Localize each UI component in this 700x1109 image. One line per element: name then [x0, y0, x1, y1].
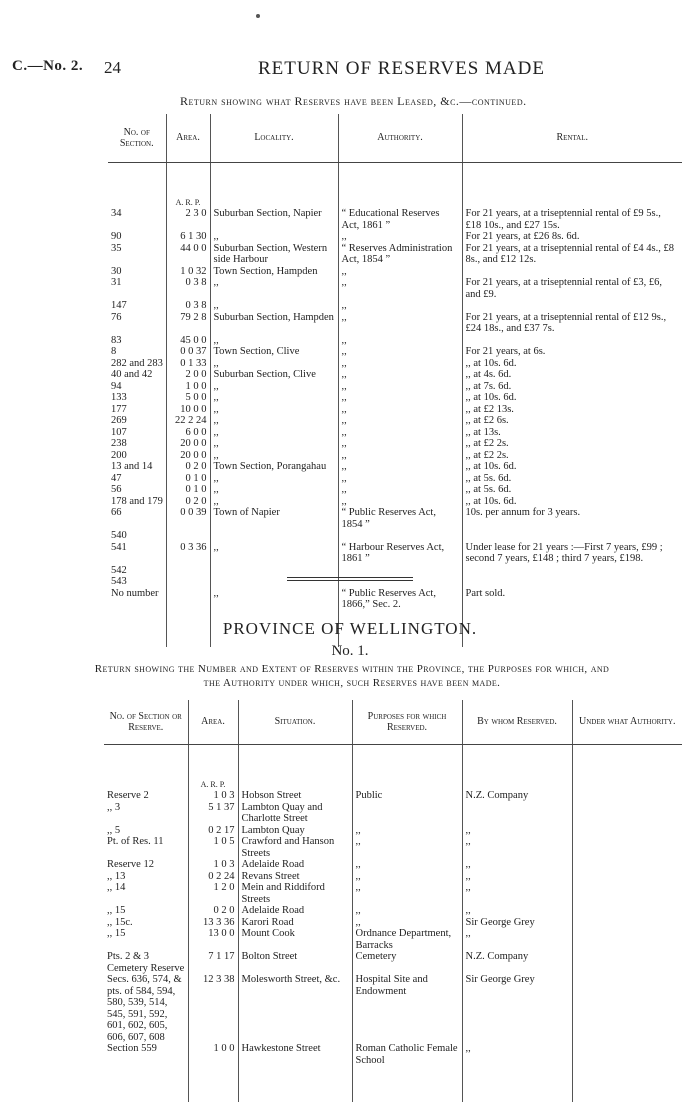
authority [572, 790, 682, 802]
locality: Suburban Section, Clive [210, 369, 338, 381]
table-row [108, 404, 682, 416]
authority: ,, [338, 335, 462, 347]
section-number: 542 [108, 565, 166, 577]
authority: ,, [338, 392, 462, 404]
page-title: RETURN OF RESERVES MADE [258, 58, 545, 79]
area-value [166, 565, 210, 577]
area-value: 0 2 0 [188, 905, 238, 917]
area-value: 13 3 36 [188, 917, 238, 929]
area-value: 7 1 17 [188, 951, 238, 974]
authority [572, 859, 682, 871]
section-or-reserve: Pt. of Res. 11 [104, 836, 188, 859]
section-number: 30 [108, 266, 166, 278]
section-or-reserve: Reserve 12 [104, 859, 188, 871]
locality: ,, [210, 392, 338, 404]
section-or-reserve: ,, 5 [104, 825, 188, 837]
locality: ,, [210, 335, 338, 347]
section-number: 8 [108, 346, 166, 358]
area-value: 45 0 0 [166, 335, 210, 347]
locality: ,, [210, 277, 338, 300]
table-row [104, 951, 682, 974]
purpose [352, 802, 462, 825]
table-row [108, 346, 682, 358]
section-or-reserve: Section 559 [104, 1043, 188, 1066]
area-value: 0 3 36 [166, 542, 210, 565]
section-number: 147 [108, 300, 166, 312]
area-value: 0 2 17 [188, 825, 238, 837]
wellington-reserves-table [104, 700, 682, 1102]
purpose: ,, [352, 871, 462, 883]
rental: For 21 years, at a triseptennial rental of £9 5s., £18 10s., and £27 15s. [465, 208, 661, 231]
area-value: 44 0 0 [166, 243, 210, 266]
rental: ,, at £2 2s. [465, 449, 509, 461]
area-value: 20 0 0 [166, 450, 210, 462]
col-header-area: Area. [188, 700, 238, 744]
rental: For 21 years, at a triseptennial rental of £4 4s., £8 8s., and £12 12s. [465, 242, 674, 265]
area-value: 22 2 24 [166, 415, 210, 427]
situation: Adelaide Road [238, 859, 352, 871]
table-row [104, 836, 682, 859]
authority: ,, [338, 496, 462, 508]
purpose: Roman Catholic Female School [352, 1043, 462, 1066]
section-or-reserve: ,, 13 [104, 871, 188, 883]
authority: ,, [338, 404, 462, 416]
rental: ,, at 13s. [465, 426, 501, 438]
table-row [108, 530, 682, 542]
authority: ,, [338, 450, 462, 462]
locality: ,, [210, 415, 338, 427]
authority: ,, [338, 266, 462, 278]
authority [572, 802, 682, 825]
page-number: 24 [104, 58, 121, 77]
col-header-locality: Locality. [210, 114, 338, 162]
rental: ,, at 10s. 6d. [465, 392, 517, 403]
reserved-by: Sir George Grey [462, 917, 572, 929]
rental: ,, at £2 2s. [465, 438, 509, 449]
authority: ,, [338, 473, 462, 485]
leased-reserves-table [108, 114, 682, 647]
authority: “ Public Reserves Act, 1854 ” [338, 507, 462, 530]
section-or-reserve: ,, 14 [104, 882, 188, 905]
area-value: 0 2 0 [166, 461, 210, 473]
rental [462, 266, 682, 278]
section-number: 177 [108, 404, 166, 416]
area-value: 10 0 0 [166, 404, 210, 416]
col-header-situation: Situation. [238, 700, 352, 744]
section-or-reserve: ,, 15 [104, 928, 188, 951]
locality: ,, [210, 496, 338, 508]
locality: Town Section, Hampden [210, 266, 338, 278]
locality: Town Section, Clive [210, 346, 338, 358]
section-number: 200 [108, 450, 166, 462]
locality: Suburban Section, Hampden [210, 312, 338, 335]
authority [572, 825, 682, 837]
rental: ,, at £2 13s. [465, 403, 514, 415]
locality: ,, [210, 300, 338, 312]
area-value: 0 3 8 [166, 277, 210, 300]
area-value: 1 0 5 [188, 836, 238, 859]
table-row [108, 243, 682, 266]
purpose: ,, [352, 882, 462, 905]
situation: Lambton Quay [238, 825, 352, 837]
authority: ,, [338, 312, 462, 335]
area-value: 1 2 0 [188, 882, 238, 905]
table-row [108, 392, 682, 404]
section-number: 178 and 179 [108, 496, 166, 508]
table-row [108, 381, 682, 393]
authority [572, 928, 682, 951]
section-or-reserve: ,, 15 [104, 905, 188, 917]
purpose: Hospital Site and Endowment [352, 974, 462, 1043]
rental [462, 576, 682, 588]
section-number: 133 [108, 392, 166, 404]
col-header-rental: Rental. [462, 114, 682, 162]
purpose: ,, [352, 905, 462, 917]
locality: ,, [210, 450, 338, 462]
area-value: 1 0 3 [188, 790, 238, 802]
locality: ,, [210, 542, 338, 565]
authority: ,, [338, 231, 462, 243]
table-row [104, 871, 682, 883]
authority: ,, [338, 300, 462, 312]
rental: ,, at 5s. 6d. [465, 472, 512, 484]
area-value: 79 2 8 [166, 312, 210, 335]
rental: ,, at 7s. 6d. [465, 380, 512, 392]
authority: ,, [338, 381, 462, 393]
area-value: 0 0 37 [166, 346, 210, 358]
locality: ,, [210, 381, 338, 393]
rental: ,, at 10s. 6d. [465, 495, 517, 507]
table-row [108, 588, 682, 611]
reserved-by: ,, [462, 825, 572, 837]
area-value [166, 588, 210, 611]
section-divider [287, 577, 413, 581]
locality: ,, [210, 588, 338, 611]
table-row [108, 484, 682, 496]
table-row [108, 231, 682, 243]
area-value: 12 3 38 [188, 974, 238, 1043]
table-row [108, 565, 682, 577]
section-number: No number [108, 588, 166, 611]
area-value: 1 0 0 [188, 1043, 238, 1066]
authority: ,, [338, 346, 462, 358]
province-title: PROVINCE OF WELLINGTON. [222, 619, 478, 638]
locality: ,, [210, 484, 338, 496]
authority [572, 974, 682, 1043]
section-number: 107 [108, 427, 166, 439]
table-row [104, 825, 682, 837]
area-value: 0 3 8 [166, 300, 210, 312]
col-header-section: No. of Section. [108, 114, 166, 162]
section-number: 13 and 14 [108, 461, 166, 473]
authority [338, 565, 462, 577]
authority [572, 917, 682, 929]
table-row [104, 859, 682, 871]
authority: “ Harbour Reserves Act, 1861 ” [338, 542, 462, 565]
col-header-by-whom: By whom Reserved. [462, 700, 572, 744]
reserved-by: ,, [462, 905, 572, 917]
situation: Hawkestone Street [238, 1043, 352, 1066]
area-value: 0 1 0 [166, 484, 210, 496]
area-units: A. R. P. [188, 744, 238, 790]
col-header-section: No. of Section or Reserve. [104, 700, 188, 744]
situation: Hobson Street [238, 790, 352, 802]
locality: ,, [210, 404, 338, 416]
rental: For 21 years, at £26 8s. 6d. [465, 231, 580, 242]
rental: For 21 years, at a triseptennial rental of £12 9s., £24 18s., and £37 7s. [465, 311, 667, 334]
table-row [104, 802, 682, 825]
ink-speck [256, 14, 260, 18]
locality: Town Section, Porangahau [210, 461, 338, 473]
col-header-area: Area. [166, 114, 210, 162]
section-number: 76 [108, 312, 166, 335]
area-value: 5 1 37 [188, 802, 238, 825]
rental: For 21 years, at 6s. [465, 346, 546, 357]
reserved-by: ,, [462, 882, 572, 905]
purpose: ,, [352, 859, 462, 871]
table-row [104, 928, 682, 951]
area-value: 13 0 0 [188, 928, 238, 951]
area-value: 0 1 33 [166, 358, 210, 370]
area-value: 0 0 39 [166, 507, 210, 530]
purpose: ,, [352, 917, 462, 929]
section-number: 543 [108, 576, 166, 588]
table-row [104, 1043, 682, 1066]
section-or-reserve: Pts. 2 & 3 Cemetery Reserve [104, 951, 188, 974]
purpose: ,, [352, 836, 462, 859]
rental: ,, at 5s. 6d. [465, 484, 512, 495]
section-number: 238 [108, 438, 166, 450]
rental: For 21 years, at a triseptennial rental of £3, £6, and £9. [465, 277, 663, 300]
section-number: 47 [108, 473, 166, 485]
authority: ,, [338, 438, 462, 450]
table-row [108, 542, 682, 565]
area-value: 0 2 24 [188, 871, 238, 883]
area-value: 5 0 0 [166, 392, 210, 404]
reserved-by: Sir George Grey [462, 974, 572, 1043]
section-number: 90 [108, 231, 166, 243]
authority: “ Public Reserves Act, 1866,” Sec. 2. [338, 588, 462, 611]
table-row [104, 905, 682, 917]
table-row [104, 790, 682, 802]
area-value: 2 3 0 [166, 208, 210, 231]
situation: Bolton Street [238, 951, 352, 974]
situation: Revans Street [238, 871, 352, 883]
table-row [108, 300, 682, 312]
section-number: 282 and 283 [108, 358, 166, 370]
area-value: 20 0 0 [166, 438, 210, 450]
authority: ,, [338, 461, 462, 473]
table-row [104, 974, 682, 1043]
rental: ,, at 10s. 6d. [465, 357, 517, 369]
rental: 10s. per annum for 3 years. [465, 507, 581, 518]
rental [462, 335, 682, 347]
authority [572, 1043, 682, 1066]
table-row [108, 450, 682, 462]
situation: Karori Road [238, 917, 352, 929]
authority: ,, [338, 427, 462, 439]
reserved-by: ,, [462, 836, 572, 859]
locality [210, 530, 338, 542]
rental [462, 565, 682, 577]
locality [210, 565, 338, 577]
authority [572, 882, 682, 905]
rental: ,, at 4s. 6d. [465, 369, 512, 380]
section-number: 540 [108, 530, 166, 542]
col-header-authority: Authority. [338, 114, 462, 162]
table-row [108, 496, 682, 508]
authority: ,, [338, 358, 462, 370]
table-row [108, 473, 682, 485]
situation: Mein and Riddiford Streets [238, 882, 352, 905]
rental [462, 300, 682, 312]
purpose: Public [352, 790, 462, 802]
authority: ,, [338, 484, 462, 496]
table-row [108, 438, 682, 450]
situation: Crawford and Hanson Streets [238, 836, 352, 859]
col-header-authority: Under what Authority. [572, 700, 682, 744]
authority [338, 530, 462, 542]
area-units: A. R. P. [166, 162, 210, 208]
area-value [166, 576, 210, 588]
area-value: 0 2 0 [166, 496, 210, 508]
document-code: C.—No. 2. [12, 58, 84, 74]
rental: Under lease for 21 years :—First 7 years, £99 ; second 7 years, £148 ; third 7 years, £198. [465, 541, 663, 564]
locality: ,, [210, 427, 338, 439]
return-number: No. 1. [331, 643, 369, 659]
section-number: 56 [108, 484, 166, 496]
locality: ,, [210, 231, 338, 243]
situation: Lambton Quay and Charlotte Street [238, 802, 352, 825]
area-value: 6 0 0 [166, 427, 210, 439]
authority [572, 871, 682, 883]
section-number: 31 [108, 277, 166, 300]
rental: ,, at £2 6s. [465, 415, 509, 426]
area-value: 6 1 30 [166, 231, 210, 243]
authority: “ Reserves Administration Act, 1854 ” [338, 243, 462, 266]
reserved-by: N.Z. Company [462, 951, 572, 974]
locality: ,, [210, 358, 338, 370]
table-row [104, 917, 682, 929]
area-value: 0 1 0 [166, 473, 210, 485]
section-number: 83 [108, 335, 166, 347]
section-number: 40 and 42 [108, 369, 166, 381]
table-row [108, 335, 682, 347]
locality: Suburban Section, Napier [210, 208, 338, 231]
rental [462, 530, 682, 542]
authority [572, 836, 682, 859]
table-row [104, 882, 682, 905]
reserved-by: ,, [462, 871, 572, 883]
authority [572, 905, 682, 917]
table-row [108, 312, 682, 335]
table-row [108, 415, 682, 427]
situation: Molesworth Street, &c. [238, 974, 352, 1043]
locality: ,, [210, 438, 338, 450]
reserved-by: N.Z. Company [462, 790, 572, 802]
section-number: 541 [108, 542, 166, 565]
table-row [108, 461, 682, 473]
return-description: Return showing the Number and Extent of Reserves within the Province, the Purposes for which, and the Authority under which, such Reserves have been made. [94, 663, 610, 689]
reserved-by [462, 802, 572, 825]
authority: ,, [338, 369, 462, 381]
locality: Suburban Section, Western side Harbour [210, 243, 338, 266]
area-value [166, 530, 210, 542]
table1-subtitle: Return showing what Reserves have been Leased, &c.—continued. [180, 94, 527, 108]
area-value: 1 0 3 [188, 859, 238, 871]
reserved-by: ,, [462, 928, 572, 951]
situation: Adelaide Road [238, 905, 352, 917]
rental: ,, at 10s. 6d. [465, 461, 517, 472]
section-number: 34 [108, 208, 166, 231]
section-or-reserve: Reserve 2 [104, 790, 188, 802]
purpose: ,, [352, 825, 462, 837]
col-header-purposes: Purposes for which Reserved. [352, 700, 462, 744]
section-number: 269 [108, 415, 166, 427]
table-row [108, 507, 682, 530]
table-row [108, 266, 682, 278]
authority: ,, [338, 277, 462, 300]
area-value: 1 0 0 [166, 381, 210, 393]
purpose: Ordnance Department, Barracks [352, 928, 462, 951]
authority [572, 951, 682, 974]
locality: Town of Napier [210, 507, 338, 530]
authority: “ Educational Reserves Act, 1861 ” [338, 208, 462, 231]
table-row [108, 358, 682, 370]
section-or-reserve: Secs. 636, 574, & pts. of 584, 594, 580, 539, 514, 545, 591, 592, 601, 602, 605, 606, 607, 608 [104, 974, 188, 1043]
section-number: 66 [108, 507, 166, 530]
section-or-reserve: ,, 15c. [104, 917, 188, 929]
section-number: 35 [108, 243, 166, 266]
reserved-by: ,, [462, 1043, 572, 1066]
authority: ,, [338, 415, 462, 427]
reserved-by: ,, [462, 859, 572, 871]
table-row [108, 427, 682, 439]
section-or-reserve: ,, 3 [104, 802, 188, 825]
locality: ,, [210, 473, 338, 485]
purpose: Cemetery [352, 951, 462, 974]
area-value: 2 0 0 [166, 369, 210, 381]
rental: Part sold. [465, 587, 506, 599]
table-row [108, 277, 682, 300]
table-row [108, 208, 682, 231]
area-value: 1 0 32 [166, 266, 210, 278]
table-row [108, 369, 682, 381]
situation: Mount Cook [238, 928, 352, 951]
section-number: 94 [108, 381, 166, 393]
